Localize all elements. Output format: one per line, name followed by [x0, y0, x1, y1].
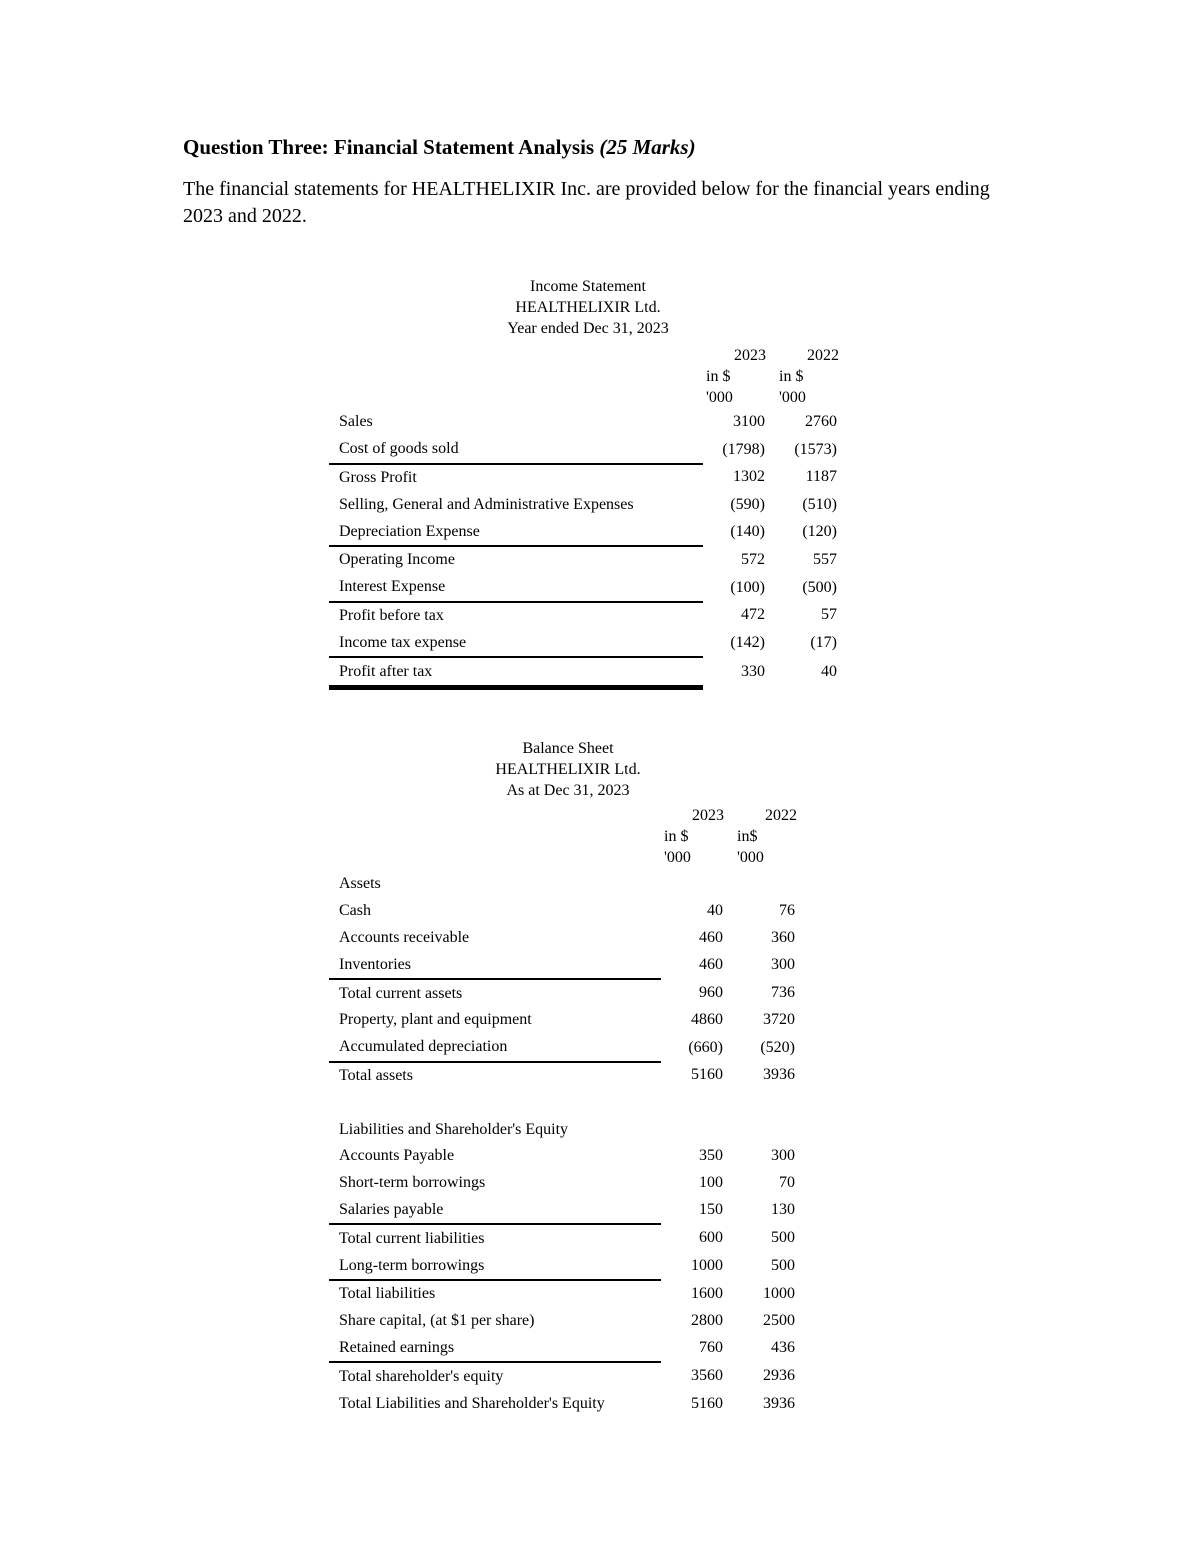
row-label: Short-term borrowings: [339, 1174, 486, 1192]
value-2023: [661, 1116, 723, 1143]
value-2022: 3720: [763, 1011, 795, 1029]
value-2022: 70: [779, 1174, 795, 1192]
value-2023: (142): [730, 634, 765, 652]
value-2022: 300: [771, 1147, 795, 1165]
income-row: [329, 657, 837, 687]
col-year: 2023: [692, 807, 724, 824]
row-label: Property, plant and equipment: [339, 1011, 532, 1029]
income-row: [329, 491, 837, 518]
value-2022: 736: [771, 984, 795, 1002]
value-2022: 57: [821, 606, 837, 624]
row-label: Total current liabilities: [339, 1229, 485, 1247]
value-2023: 760: [699, 1339, 723, 1357]
value-2022: 360: [771, 928, 795, 946]
question-intro: The financial statements for HEALTHELIXIR Inc. are provided below for the financial years ending 2023 and 2022.: [183, 178, 990, 227]
row-label: Accounts receivable: [339, 928, 470, 946]
row-label: Share capital, (at $1 per share): [339, 1312, 535, 1330]
row-label: Total shareholder's equity: [339, 1367, 504, 1385]
value-2022: 2760: [805, 413, 837, 431]
row-label: Profit before tax: [339, 606, 444, 624]
balance-row: [329, 925, 795, 952]
value-2022: 40: [821, 663, 837, 681]
value-2023: [661, 1089, 723, 1116]
value-2022: 557: [813, 550, 837, 568]
value-2022: 436: [771, 1339, 795, 1357]
row-label: Profit after tax: [329, 657, 703, 687]
income-col-2022-header: [779, 345, 839, 408]
col-unit: in$: [737, 828, 758, 845]
value-2022: 500: [771, 1257, 795, 1275]
question-heading: [183, 135, 696, 160]
col-unit-thousands: '000: [706, 389, 733, 406]
col-unit: in $: [664, 828, 689, 845]
balance-row: [329, 1335, 795, 1363]
value-2022: 1187: [805, 468, 837, 486]
col-year: 2023: [734, 347, 766, 364]
value-2023: (100): [730, 578, 765, 596]
row-label: Selling, General and Administrative Expenses: [339, 495, 634, 513]
value-2022: 3936: [763, 1066, 795, 1084]
row-label: Cash: [339, 902, 371, 920]
balance-row: [329, 1062, 795, 1090]
value-2023: 100: [699, 1174, 723, 1192]
row-label: Interest Expense: [329, 574, 703, 602]
income-row: [329, 629, 837, 657]
row-label: Income tax expense: [329, 629, 703, 657]
balance-spacer-row: [329, 1089, 795, 1116]
row-label: Sales: [339, 413, 373, 431]
balance-row: [329, 1280, 795, 1308]
balance-sheet-title: [368, 738, 768, 801]
income-statement-title: [388, 276, 788, 339]
balance-row: [329, 1034, 795, 1062]
balance-row: [329, 1390, 795, 1417]
row-label: Accounts Payable: [339, 1147, 455, 1165]
value-2023: 1600: [691, 1284, 723, 1302]
value-2023: [661, 871, 723, 898]
income-title-line: Income Statement: [530, 278, 646, 295]
col-unit-thousands: '000: [664, 849, 691, 866]
balance-row: [329, 1197, 795, 1225]
value-2023: 960: [699, 984, 723, 1002]
income-row: [329, 574, 837, 602]
value-2022: [723, 1116, 795, 1143]
row-label: Operating Income: [339, 551, 455, 569]
income-row: [329, 602, 837, 630]
row-label: Long-term borrowings: [329, 1252, 661, 1280]
row-label: Gross Profit: [339, 468, 417, 486]
value-2022: 130: [771, 1201, 795, 1219]
value-2022: [723, 1089, 795, 1116]
income-row: [329, 518, 837, 546]
balance-row: [329, 1170, 795, 1197]
balance-sheet-table: [329, 871, 795, 1417]
income-row: [329, 409, 837, 436]
value-2022: 2936: [763, 1367, 795, 1385]
value-2023: 472: [741, 606, 765, 624]
value-2023: 2800: [691, 1312, 723, 1330]
row-label: Depreciation Expense: [329, 518, 703, 546]
income-statement-table: [329, 409, 837, 690]
value-2023: 330: [741, 663, 765, 681]
value-2023: 3100: [733, 413, 765, 431]
row-label: Liabilities and Shareholder's Equity: [339, 1120, 569, 1138]
col-unit: in $: [779, 368, 804, 385]
value-2023: 350: [699, 1147, 723, 1165]
row-label: Retained earnings: [329, 1335, 661, 1363]
income-period-line: Year ended Dec 31, 2023: [507, 320, 669, 337]
value-2022: [723, 871, 795, 898]
value-2023: 1302: [733, 468, 765, 486]
col-unit-thousands: '000: [737, 849, 764, 866]
col-year: 2022: [765, 807, 797, 824]
value-2022: 1000: [763, 1284, 795, 1302]
value-2022: (120): [802, 523, 837, 541]
row-label: Assets: [339, 875, 381, 893]
balance-row: [329, 979, 795, 1007]
value-2023: 1000: [691, 1257, 723, 1275]
income-row: [329, 464, 837, 492]
balance-row: [329, 898, 795, 925]
value-2022: (1573): [794, 440, 837, 458]
value-2022: (17): [810, 634, 837, 652]
balance-row: [329, 1143, 795, 1170]
row-label: Total Liabilities and Shareholder's Equity: [339, 1394, 605, 1412]
balance-row: [329, 1362, 795, 1390]
row-label: Total assets: [339, 1066, 413, 1084]
row-label: Cost of goods sold: [329, 436, 703, 464]
value-2023: 5160: [691, 1066, 723, 1084]
income-row: [329, 436, 837, 464]
row-label: Accumulated depreciation: [329, 1034, 661, 1062]
value-2023: 150: [699, 1201, 723, 1219]
row-label: Salaries payable: [329, 1197, 661, 1225]
income-col-2023-header: [706, 345, 766, 408]
value-2023: 572: [741, 550, 765, 568]
question-title: Question Three: Financial Statement Analysis: [183, 135, 600, 159]
balance-row: [329, 951, 795, 979]
value-2022: (520): [760, 1038, 795, 1056]
value-2023: 460: [699, 928, 723, 946]
value-2023: (1798): [722, 440, 765, 458]
balance-title-line: Balance Sheet: [522, 740, 614, 757]
col-year: 2022: [807, 347, 839, 364]
row-label: Total liabilities: [339, 1285, 436, 1303]
col-unit: in $: [706, 368, 731, 385]
balance-row: [329, 1308, 795, 1335]
balance-row: [329, 1116, 795, 1143]
income-row: [329, 546, 837, 574]
balance-date-line: As at Dec 31, 2023: [506, 782, 630, 799]
value-2023: (590): [730, 495, 765, 513]
value-2022: 76: [779, 902, 795, 920]
balance-company-line: HEALTHELIXIR Ltd.: [495, 761, 641, 778]
col-unit-thousands: '000: [779, 389, 806, 406]
balance-row: [329, 1007, 795, 1034]
income-company-line: HEALTHELIXIR Ltd.: [515, 299, 661, 316]
value-2023: 40: [707, 902, 723, 920]
value-2023: 600: [699, 1229, 723, 1247]
value-2023: (660): [688, 1038, 723, 1056]
balance-col-2022-header: [737, 805, 797, 868]
value-2022: 300: [771, 956, 795, 974]
value-2022: (510): [802, 495, 837, 513]
value-2022: 500: [771, 1229, 795, 1247]
value-2022: 3936: [763, 1394, 795, 1412]
value-2022: 2500: [763, 1312, 795, 1330]
value-2022: (500): [802, 578, 837, 596]
row-label: [329, 1089, 661, 1116]
balance-row: [329, 1252, 795, 1280]
value-2023: (140): [730, 523, 765, 541]
value-2023: 3560: [691, 1367, 723, 1385]
row-label: Inventories: [329, 951, 661, 979]
balance-row: [329, 871, 795, 898]
row-label: Total current assets: [339, 984, 463, 1002]
value-2023: 460: [699, 956, 723, 974]
balance-row: [329, 1224, 795, 1252]
question-marks: (25 Marks): [599, 135, 696, 159]
balance-col-2023-header: [664, 805, 724, 868]
value-2023: 5160: [691, 1394, 723, 1412]
value-2023: 4860: [691, 1011, 723, 1029]
